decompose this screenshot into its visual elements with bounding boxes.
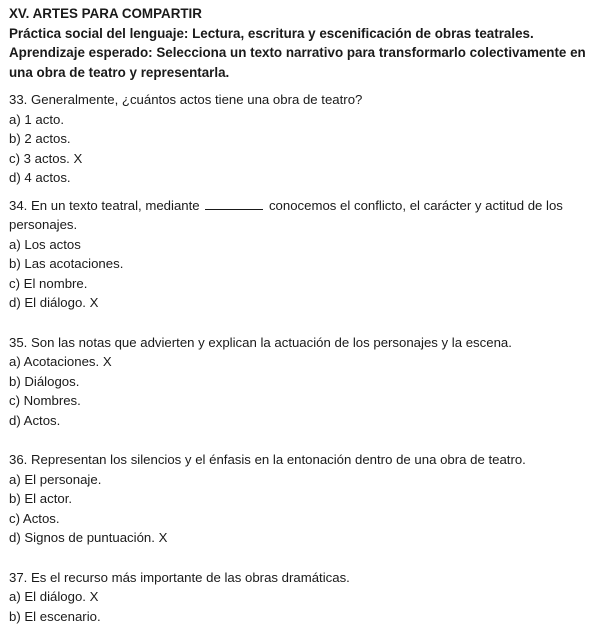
question-34 [9, 196, 589, 313]
practice-statement: Práctica social del lenguaje: Lectura, escritura y escenificación de obras teatrales. [9, 25, 534, 41]
question-text [9, 196, 589, 235]
option-a: a) 1 acto. [9, 111, 64, 127]
question-text: 33. Generalmente, ¿cuántos actos tiene una obra de teatro? [9, 92, 363, 108]
option-a: a) El diálogo. X [9, 589, 99, 605]
option-a: a) Los actos [9, 236, 81, 252]
question-35 [9, 333, 589, 431]
option-b: b) Las acotaciones. [9, 256, 124, 272]
question-text-after: conocemos el conflicto, el carácter y actitud de los personajes. [9, 197, 563, 233]
question-36 [9, 450, 589, 548]
option-c: c) 3 actos. X [9, 150, 83, 166]
answer-blank [205, 197, 263, 210]
question-text: 36. Representan los silencios y el énfasis en la entonación dentro de una obra de teatro. [9, 452, 526, 468]
option-b: b) 2 actos. [9, 131, 71, 147]
option-b: b) El escenario. [9, 608, 101, 624]
option-a: a) Acotaciones. X [9, 354, 112, 370]
option-d: d) 4 actos. [9, 170, 71, 186]
option-b: b) Diálogos. [9, 373, 80, 389]
question-text-before: 34. En un texto teatral, mediante [9, 197, 200, 213]
section-title: XV. ARTES PARA COMPARTIR [9, 6, 202, 21]
option-c: c) Actos. [9, 510, 60, 526]
question-text: 35. Son las notas que advierten y explican la actuación de los personajes y la escena. [9, 334, 512, 350]
expected-learning: Aprendizaje esperado: Selecciona un texto narrativo para transformarlo colectivamente en una obra de teatro y representarla. [9, 45, 586, 80]
option-b: b) El actor. [9, 491, 73, 507]
section-header [9, 4, 589, 82]
option-c: c) El nombre. [9, 275, 88, 291]
worksheet-page [9, 4, 589, 626]
question-37 [9, 568, 589, 626]
option-d: d) Actos. [9, 412, 61, 428]
option-d: d) Signos de puntuación. X [9, 530, 168, 546]
question-text: 37. Es el recurso más importante de las obras dramáticas. [9, 569, 350, 585]
option-d: d) El diálogo. X [9, 295, 99, 311]
question-33 [9, 90, 589, 188]
option-c: c) Nombres. [9, 393, 81, 409]
option-a: a) El personaje. [9, 471, 102, 487]
